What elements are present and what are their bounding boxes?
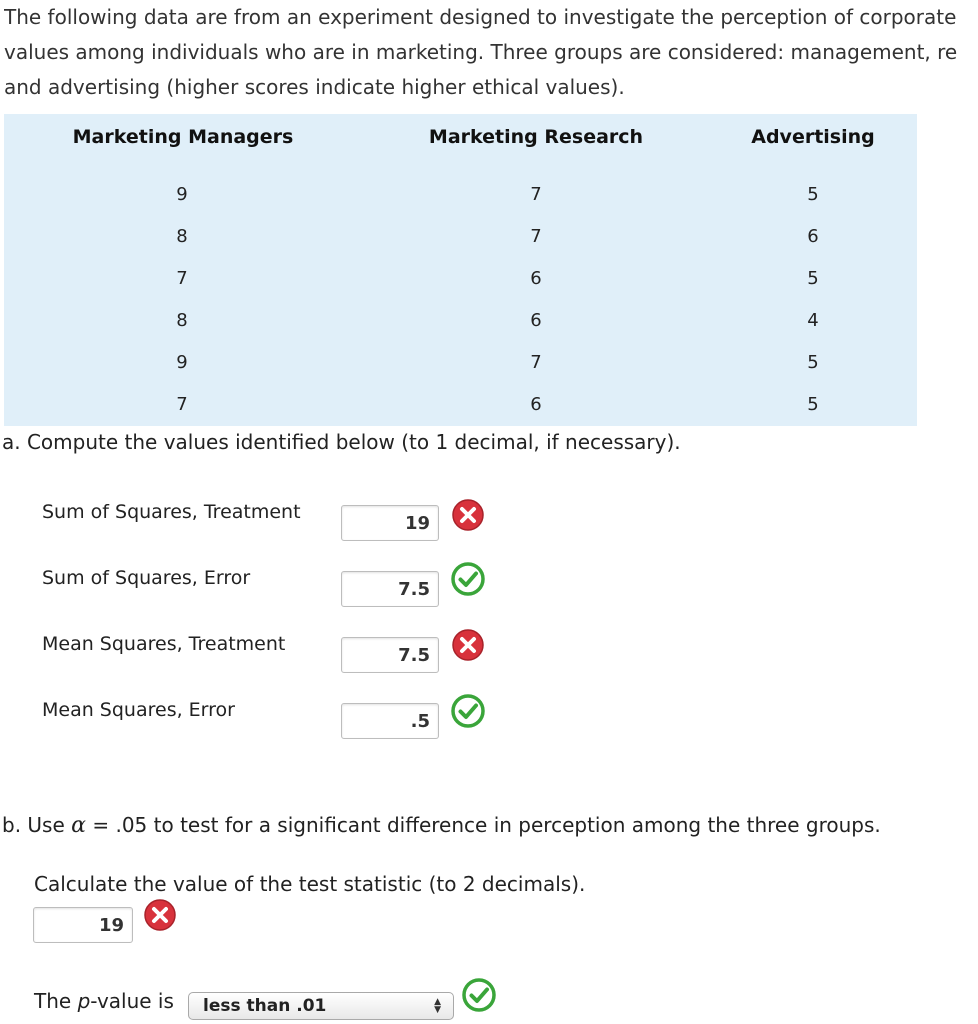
data-table [4, 114, 917, 426]
x-circle-icon [451, 628, 485, 662]
table-cell: 6 [530, 268, 542, 289]
table-cell: 5 [807, 352, 819, 373]
table-cell: 5 [807, 268, 819, 289]
table-cell: 4 [807, 310, 819, 331]
table-cell: 7 [530, 184, 542, 205]
ms-treatment-input[interactable]: 7.5 [341, 637, 439, 673]
pvalue-prefix: The [34, 989, 72, 1013]
table-cell: 9 [176, 352, 188, 373]
column-header-advertising: Advertising [751, 126, 875, 148]
intro-line-3: and advertising (higher scores indicate higher ethical values). [4, 75, 625, 99]
ss-treatment-label: Sum of Squares, Treatment [42, 501, 301, 523]
test-statistic-input[interactable]: 19 [33, 907, 133, 943]
table-cell: 9 [176, 184, 188, 205]
table-cell: 7 [530, 226, 542, 247]
check-circle-icon [462, 978, 496, 1012]
pvalue-selected-option: less than .01 [203, 996, 327, 1016]
table-cell: 5 [807, 394, 819, 415]
part-b-suffix: = .05 to test for a significant difference in perception among the three groups. [92, 813, 881, 837]
table-cell: 6 [807, 226, 819, 247]
table-cell: 8 [176, 226, 188, 247]
ms-error-label: Mean Squares, Error [42, 699, 235, 721]
table-cell: 6 [530, 394, 542, 415]
table-cell: 7 [176, 268, 188, 289]
table-cell: 5 [807, 184, 819, 205]
pvalue-suffix: -value is [90, 989, 174, 1013]
ss-error-label: Sum of Squares, Error [42, 567, 251, 589]
x-circle-icon [451, 498, 485, 532]
ss-error-input[interactable]: 7.5 [341, 571, 439, 607]
intro-paragraph [4, 0, 978, 105]
part-b-prompt [2, 813, 881, 838]
column-header-managers: Marketing Managers [72, 126, 294, 148]
table-cell: 7 [530, 352, 542, 373]
select-arrows-icon: ▲ ▼ [434, 997, 441, 1015]
table-cell: 7 [176, 394, 188, 415]
table-cell: 8 [176, 310, 188, 331]
intro-line-1: The following data are from an experiment designed to investigate the perception of corporate [4, 5, 957, 29]
ms-error-input[interactable]: .5 [341, 703, 439, 739]
ms-treatment-label: Mean Squares, Treatment [42, 633, 286, 655]
intro-line-2: values among individuals who are in marketing. Three groups are considered: management, re [4, 40, 958, 64]
part-a-prompt: a. Compute the values identified below (to 1 decimal, if necessary). [2, 430, 681, 454]
check-circle-icon [451, 694, 485, 728]
check-circle-icon [451, 562, 485, 596]
ss-treatment-input[interactable]: 19 [341, 505, 439, 541]
x-circle-icon [143, 898, 177, 932]
part-b-prefix: b. Use [2, 813, 65, 837]
table-cell: 6 [530, 310, 542, 331]
alpha-symbol: α [71, 813, 86, 838]
pvalue-label [34, 989, 174, 1013]
pvalue-variable: p [77, 989, 91, 1013]
pvalue-select[interactable] [188, 992, 454, 1020]
column-header-research: Marketing Research [428, 126, 644, 148]
test-statistic-prompt: Calculate the value of the test statistic (to 2 decimals). [34, 872, 586, 896]
